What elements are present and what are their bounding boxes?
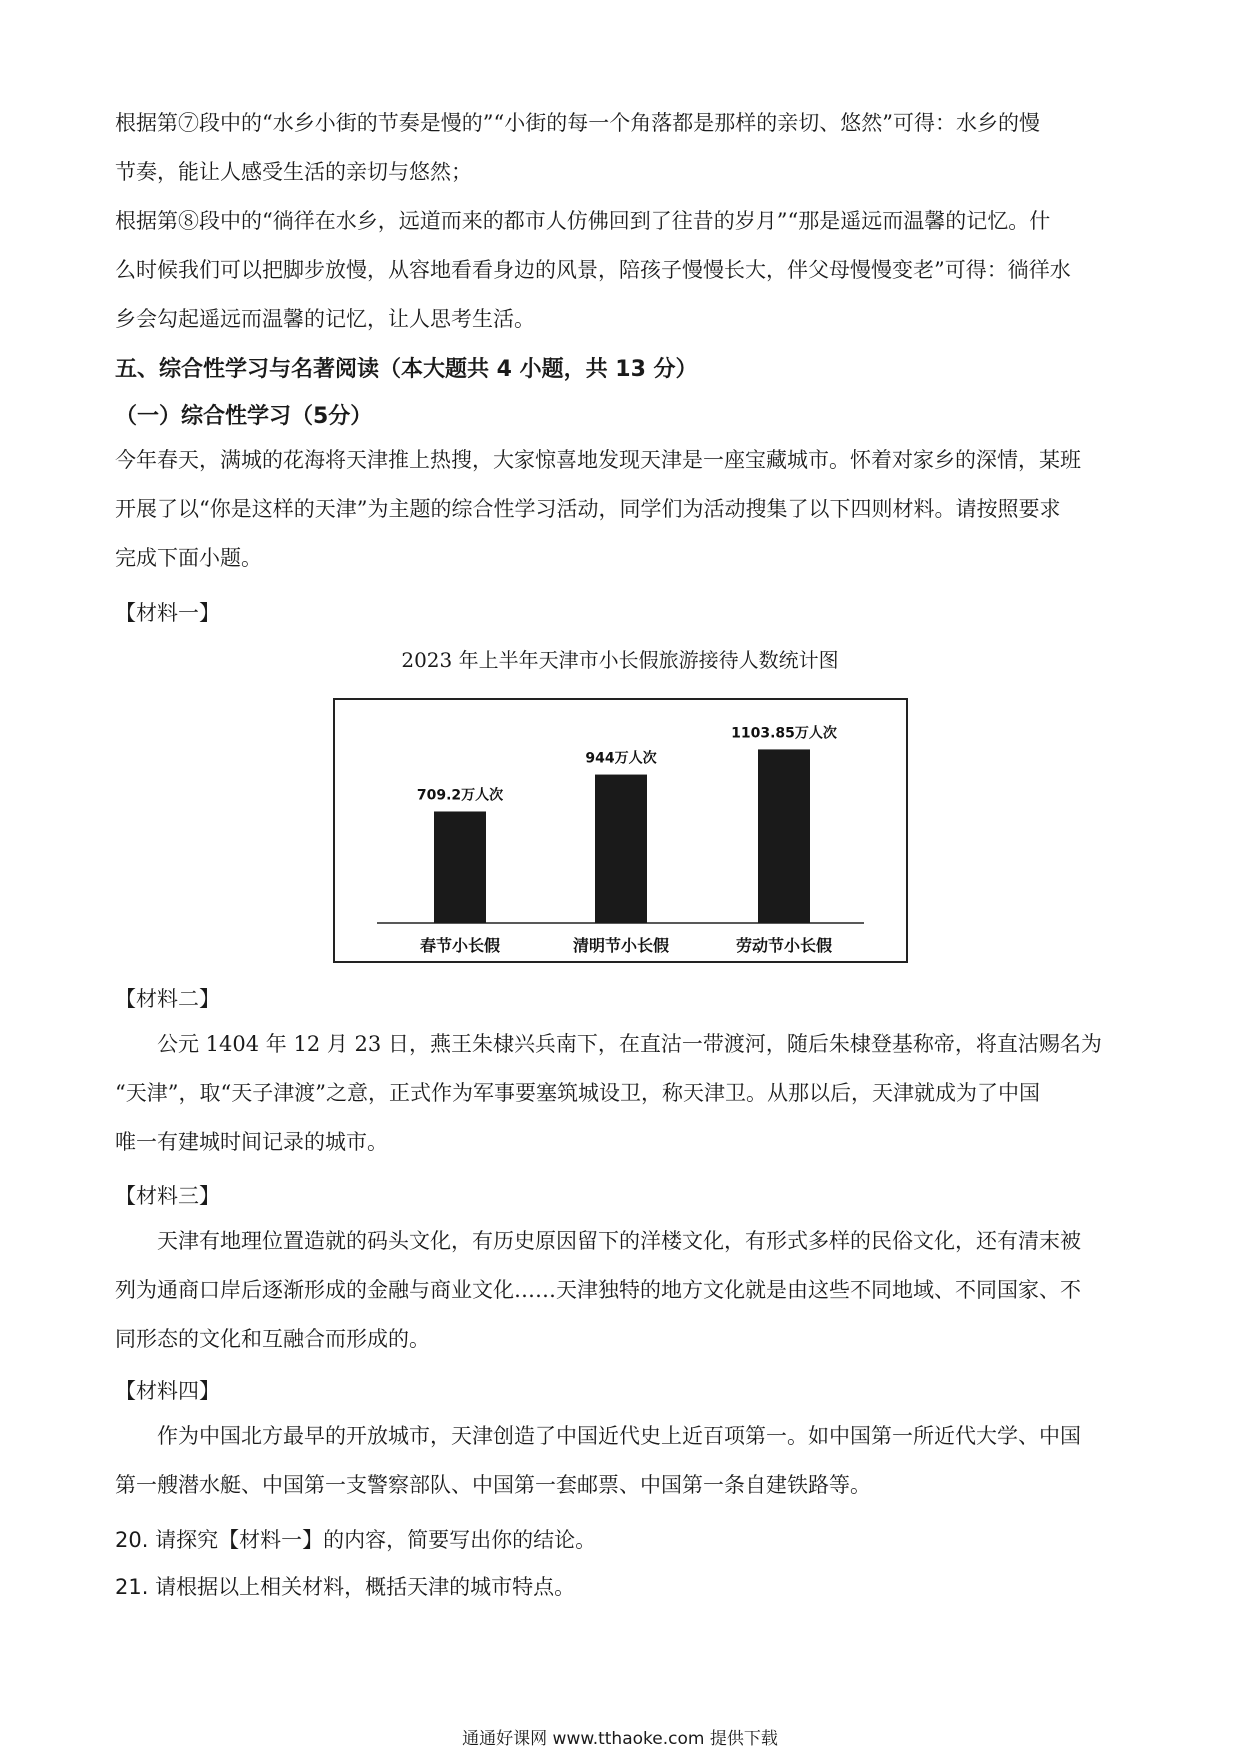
chart-title: 2023 年上半年天津市小长假旅游接待人数统计图 bbox=[401, 648, 839, 672]
material4-label: 【材料四】 bbox=[115, 1379, 220, 1403]
text-line: 完成下面小题。 bbox=[115, 546, 262, 570]
question-21: 21. 请根据以上相关材料，概括天津的城市特点。 bbox=[115, 1575, 576, 1599]
bar-2 bbox=[758, 749, 810, 923]
text-line: “天津”，取“天子津渡”之意，正式作为军事要塞筑城设卫，称天津卫。从那以后，天津就成为了中国 bbox=[115, 1081, 1040, 1105]
category-label-2: 劳动节小长假 bbox=[735, 936, 833, 955]
material1-label: 【材料一】 bbox=[115, 601, 220, 625]
text-line: 开展了以“你是这样的天津”为主题的综合性学习活动，同学们为活动搜集了以下四则材料。请按照要求 bbox=[115, 497, 1061, 521]
category-label-1: 清明节小长假 bbox=[572, 936, 670, 955]
activity-intro-paragraph bbox=[115, 436, 1125, 583]
text-line: 作为中国北方最早的开放城市，天津创造了中国近代史上近百项第一。如中国第一所近代大学、中国 bbox=[157, 1424, 1081, 1448]
text-line: 同形态的文化和互融合而形成的。 bbox=[115, 1327, 430, 1351]
question-20: 20. 请探究【材料一】的内容，简要写出你的结论。 bbox=[115, 1528, 597, 1552]
bar-1 bbox=[595, 775, 647, 923]
bar-value-label-0: 709.2万人次 bbox=[416, 787, 504, 804]
category-label-0: 春节小长假 bbox=[419, 936, 501, 955]
bar-value-label-2: 1103.85万人次 bbox=[731, 725, 837, 742]
subsection-heading: （一）综合性学习（5分） bbox=[115, 404, 373, 429]
material4-text bbox=[115, 1412, 1125, 1510]
material2-label: 【材料二】 bbox=[115, 987, 220, 1011]
bar-value-label-1: 944万人次 bbox=[585, 750, 657, 767]
text-line: 乡会勾起遥远而温馨的记忆，让人思考生活。 bbox=[115, 307, 535, 331]
analysis-paragraph-1 bbox=[115, 99, 1125, 197]
text-line: 根据第⑦段中的“水乡小街的节奏是慢的”“小街的每一个角落都是那样的亲切、悠然”可得：水乡的慢 bbox=[115, 111, 1040, 135]
material3-label: 【材料三】 bbox=[115, 1184, 220, 1208]
text-line: 第一艘潜水艇、中国第一支警察部队、中国第一套邮票、中国第一条自建铁路等。 bbox=[115, 1473, 871, 1497]
tourism-bar-chart bbox=[333, 698, 908, 963]
text-line: 列为通商口岸后逐渐形成的金融与商业文化……天津独特的地方文化就是由这些不同地域、不同国家、不 bbox=[115, 1278, 1081, 1302]
analysis-paragraph-2 bbox=[115, 197, 1125, 344]
bar-0 bbox=[434, 811, 486, 923]
text-line: 唯一有建城时间记录的城市。 bbox=[115, 1130, 388, 1154]
text-line: 节奏，能让人感受生活的亲切与悠然； bbox=[115, 160, 472, 184]
section-heading: 五、综合性学习与名著阅读（本大题共 4 小题，共 13 分） bbox=[115, 357, 698, 382]
material3-text bbox=[115, 1217, 1125, 1364]
text-line: 根据第⑧段中的“徜徉在水乡，远道而来的都市人仿佛回到了往昔的岁月”“那是遥远而温馨的记忆。什 bbox=[115, 209, 1051, 233]
page-footer: 通通好课网 www.tthaoke.com 提供下载 bbox=[462, 1729, 778, 1749]
text-line: 么时候我们可以把脚步放慢，从容地看看身边的风景，陪孩子慢慢长大，伴父母慢慢变老”可得：徜徉水 bbox=[115, 258, 1071, 282]
text-line: 今年春天，满城的花海将天津推上热搜，大家惊喜地发现天津是一座宝藏城市。怀着对家乡的深情，某班 bbox=[115, 448, 1081, 472]
text-line: 天津有地理位置造就的码头文化，有历史原因留下的洋楼文化，有形式多样的民俗文化，还有清末被 bbox=[157, 1229, 1081, 1253]
material2-text bbox=[115, 1020, 1125, 1167]
text-line: 公元 1404 年 12 月 23 日，燕王朱棣兴兵南下，在直沽一带渡河，随后朱棣登基称帝，将直沽赐名为 bbox=[157, 1032, 1102, 1056]
